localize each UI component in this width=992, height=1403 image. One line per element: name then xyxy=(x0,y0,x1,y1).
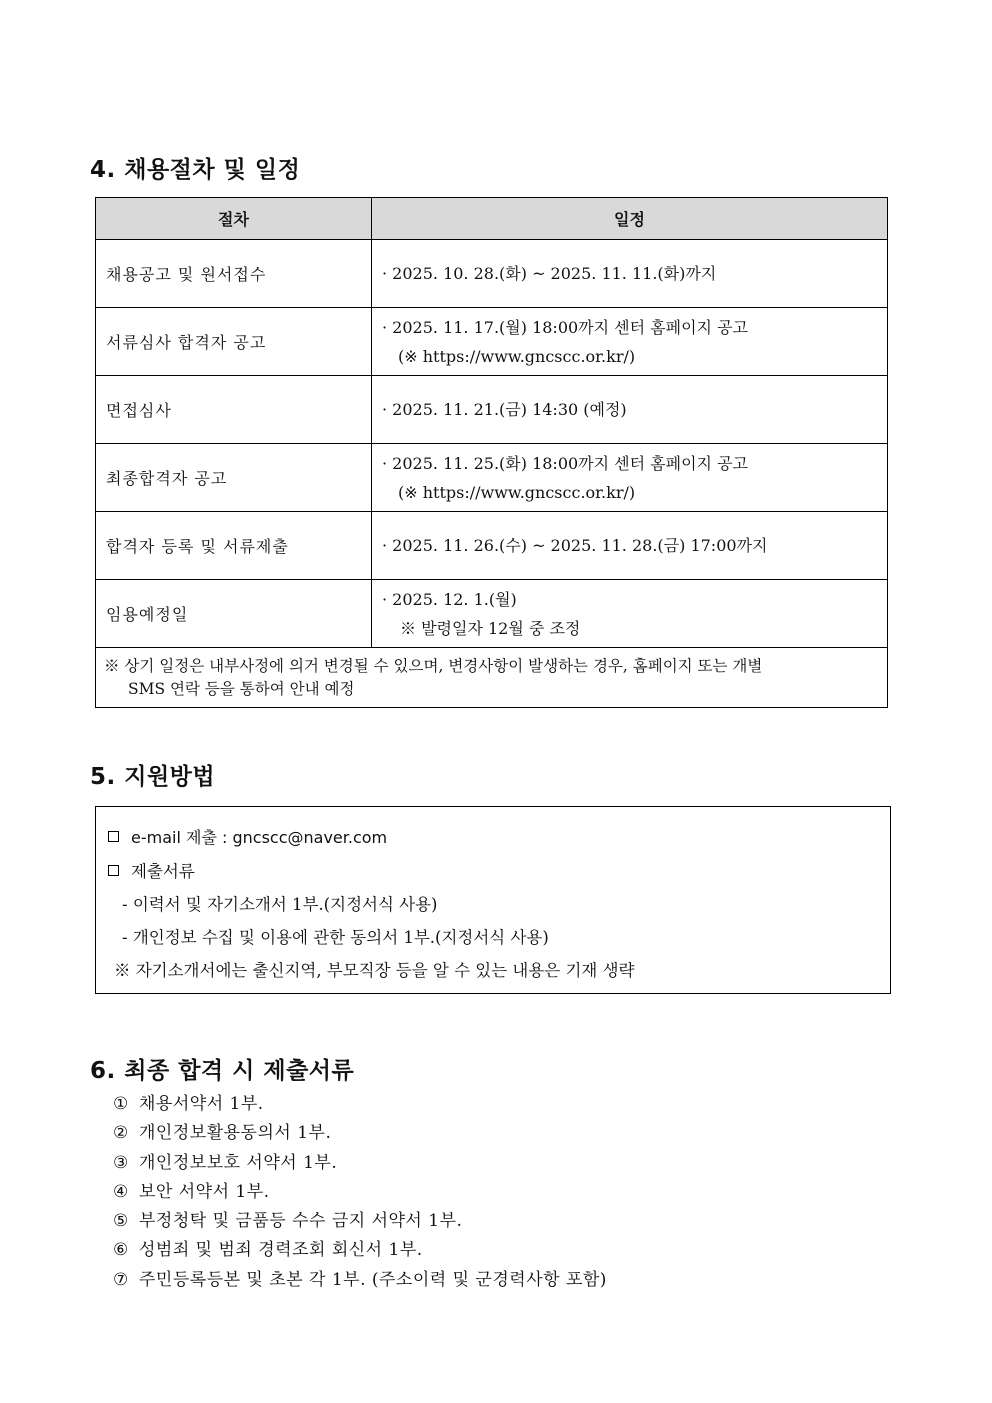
list-item xyxy=(113,1149,607,1178)
item-text: 보안 서약서 1부. xyxy=(139,1181,270,1202)
procedure-cell: 합격자 등록 및 서류제출 xyxy=(96,512,372,580)
table-row xyxy=(96,580,888,648)
schedule-note-line: ※ 발령일자 12월 중 조정 xyxy=(400,618,581,638)
email-address[interactable]: gncscc@naver.com xyxy=(232,828,388,847)
list-item xyxy=(113,1236,607,1265)
docs-row xyxy=(108,858,195,882)
table-note-row xyxy=(96,648,888,708)
item-number: ① xyxy=(113,1094,129,1114)
final-documents-list xyxy=(113,1090,607,1295)
item-text: 개인정보보호 서약서 1부. xyxy=(139,1152,338,1173)
section-4-title: 4. 채용절차 및 일정 xyxy=(90,157,301,183)
procedure-cell: 채용공고 및 원서접수 xyxy=(96,240,372,308)
item-number: ② xyxy=(113,1123,129,1144)
note-line-1: ※ 상기 일정은 내부사정에 의거 변경될 수 있으며, 변경사항이 발생하는 경우, 홈페이지 또는 개별 xyxy=(104,656,763,675)
schedule-line: · 2025. 11. 25.(화) 18:00까지 센터 홈페이지 공고 xyxy=(382,453,748,473)
list-item xyxy=(113,1266,607,1295)
schedule-line: · 2025. 12. 1.(월) xyxy=(382,589,517,609)
list-item xyxy=(113,1207,607,1236)
doc-item: - 이력서 및 자기소개서 1부.(지정서식 사용) xyxy=(122,895,438,914)
docs-note: ※ 자기소개서에는 출신지역, 부모직장 등을 알 수 있는 내용은 기재 생략 xyxy=(114,961,635,980)
item-number: ④ xyxy=(113,1181,129,1202)
table-row xyxy=(96,444,888,512)
table-row xyxy=(96,512,888,580)
header-procedure: 절차 xyxy=(96,198,372,240)
item-number: ③ xyxy=(113,1152,129,1173)
doc-item: - 개인정보 수집 및 이용에 관한 동의서 1부.(지정서식 사용) xyxy=(122,928,549,947)
schedule-line: · 2025. 10. 28.(화) ~ 2025. 11. 11.(화)까지 xyxy=(382,264,717,283)
item-number: ⑥ xyxy=(113,1240,129,1261)
item-number: ⑦ xyxy=(113,1269,129,1290)
schedule-url-line: (※ https://www.gncscc.or.kr/) xyxy=(398,482,636,502)
list-item xyxy=(113,1178,607,1207)
schedule-cell xyxy=(372,308,888,376)
schedule-cell xyxy=(372,580,888,648)
list-item xyxy=(113,1090,607,1119)
item-text: 주민등록등본 및 초본 각 1부. (주소이력 및 군경력사항 포함) xyxy=(139,1269,607,1290)
procedure-cell: 임용예정일 xyxy=(96,580,372,648)
schedule-cell xyxy=(372,512,888,580)
procedure-cell: 최종합격자 공고 xyxy=(96,444,372,512)
section-5-title: 5. 지원방법 xyxy=(90,764,216,790)
item-text: 부정청탁 및 금품등 수수 금지 서약서 1부. xyxy=(139,1211,463,1232)
procedure-cell: 서류심사 합격자 공고 xyxy=(96,308,372,376)
procedure-cell: 면접심사 xyxy=(96,376,372,444)
checkbox-square-icon xyxy=(108,865,119,876)
item-number: ⑤ xyxy=(113,1211,129,1232)
schedule-cell xyxy=(372,444,888,512)
header-schedule: 일정 xyxy=(372,198,888,240)
item-text: 채용서약서 1부. xyxy=(139,1094,264,1114)
schedule-note xyxy=(96,648,888,708)
table-header-row xyxy=(96,198,888,240)
table-row xyxy=(96,240,888,308)
checkbox-square-icon xyxy=(108,831,119,842)
schedule-cell xyxy=(372,376,888,444)
table-row xyxy=(96,376,888,444)
email-row xyxy=(108,825,387,848)
schedule-url-line: (※ https://www.gncscc.or.kr/) xyxy=(398,346,636,366)
email-label: e-mail 제출 : xyxy=(131,828,233,847)
application-method-box xyxy=(95,806,891,994)
schedule-table xyxy=(95,197,888,708)
note-line-2: SMS 연락 등을 통하여 안내 예정 xyxy=(128,679,355,698)
schedule-cell xyxy=(372,240,888,308)
list-item xyxy=(113,1119,607,1148)
section-6-title: 6. 최종 합격 시 제출서류 xyxy=(90,1058,355,1084)
schedule-line: · 2025. 11. 17.(월) 18:00까지 센터 홈페이지 공고 xyxy=(382,317,748,337)
table-row xyxy=(96,308,888,376)
item-text: 개인정보활용동의서 1부. xyxy=(139,1123,332,1144)
schedule-line: · 2025. 11. 21.(금) 14:30 (예정) xyxy=(382,400,627,419)
item-text: 성범죄 및 범죄 경력조회 회신서 1부. xyxy=(139,1240,423,1261)
docs-label: 제출서류 xyxy=(131,862,195,881)
schedule-line: · 2025. 11. 26.(수) ~ 2025. 11. 28.(금) 17:00까지 xyxy=(382,536,768,555)
